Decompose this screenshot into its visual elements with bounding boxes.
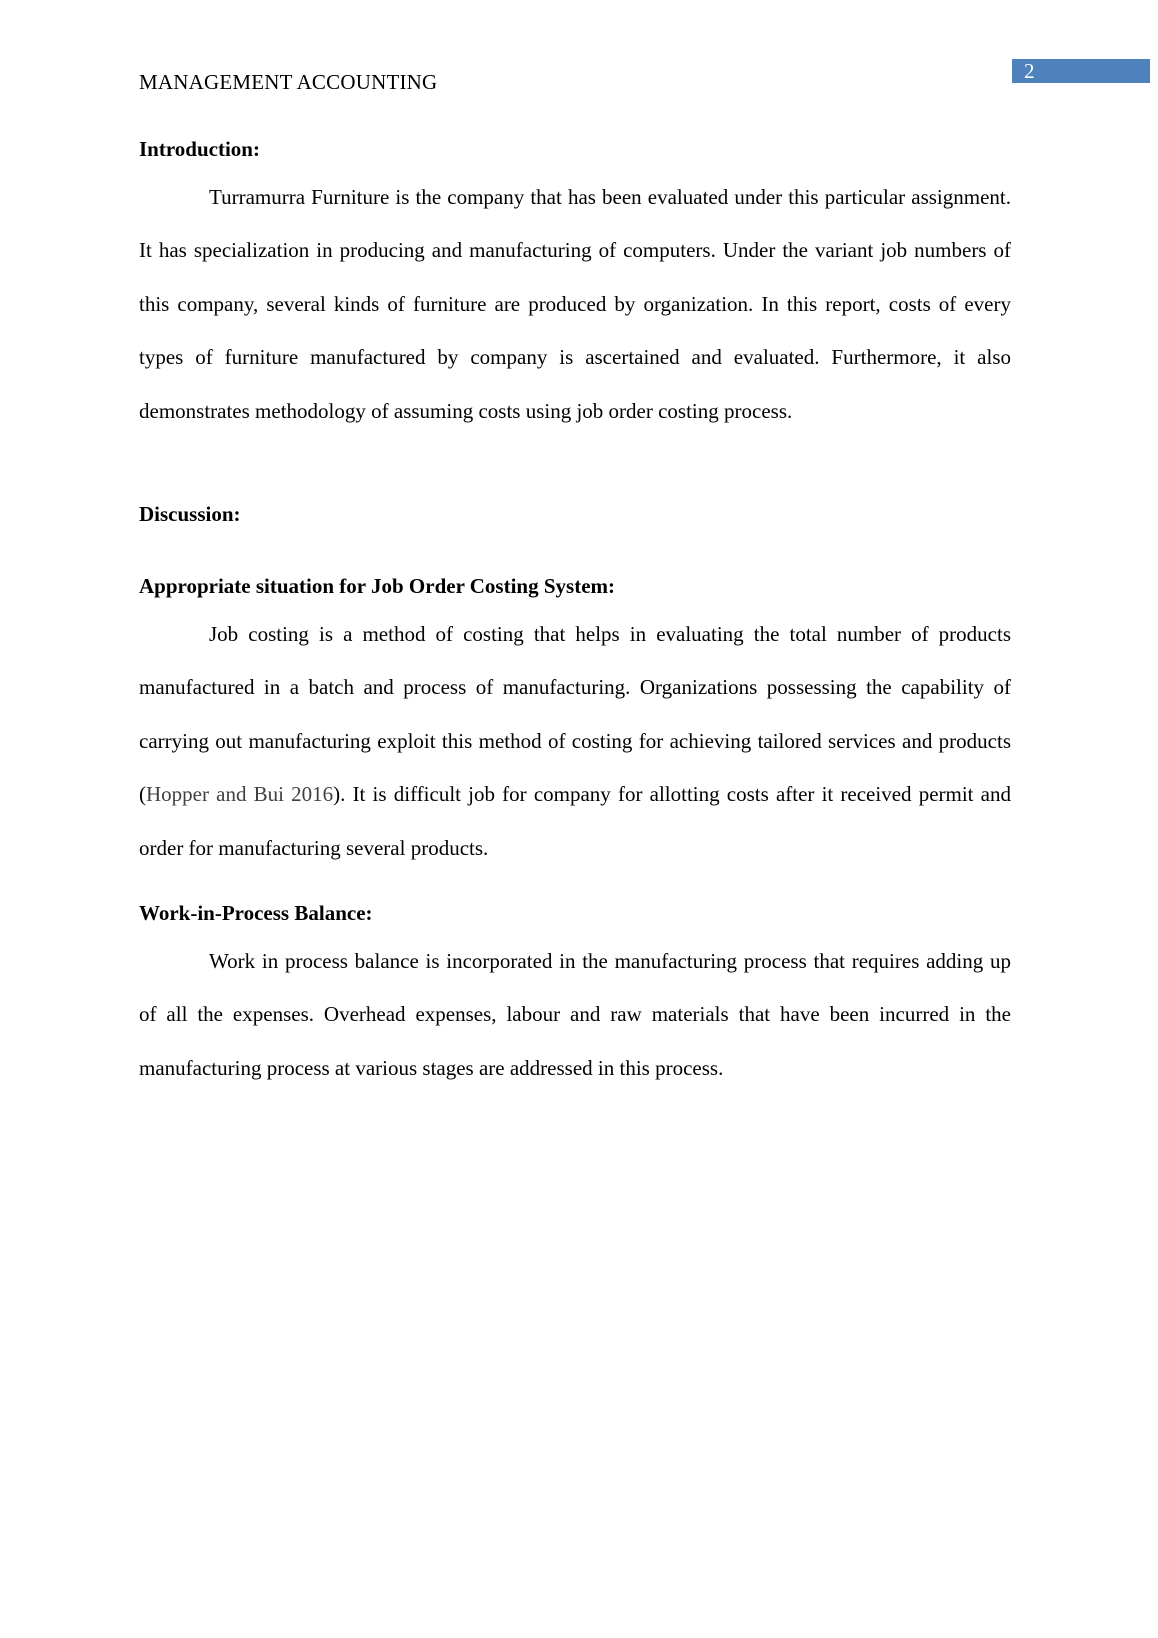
introduction-paragraph: Turramurra Furniture is the company that has been evaluated under this particular assignment. It has specialization in producing and manufacturing of computers. Under the variant job numbers of this company, several kinds of furniture are produced by organization. In this report, costs of every types of furniture manufactured by company is ascertained and evaluated. Furthermore, it also demonstrates methodology of assuming costs using job order costing process. bbox=[139, 185, 1011, 423]
appropriate-situation-heading: Appropriate situation for Job Order Costing System: bbox=[139, 574, 616, 599]
work-in-process-heading: Work-in-Process Balance: bbox=[139, 901, 373, 926]
page-number-badge bbox=[1012, 59, 1150, 83]
work-in-process-paragraph: Work in process balance is incorporated in the manufacturing process that requires adding up of all the expenses. Overhead expenses, labour and raw materials that have been incurred in the manufacturing process at various stages are addressed in this process. bbox=[139, 949, 1011, 1080]
document-body bbox=[139, 133, 1011, 1095]
introduction-heading: Introduction: bbox=[139, 137, 260, 161]
paragraph-text-after-citation: ). It is difficult job for company for allotting costs after it received permit and order for manufacturing several products. bbox=[139, 782, 1011, 860]
discussion-heading: Discussion: bbox=[139, 502, 241, 527]
page-number: 2 bbox=[1024, 59, 1035, 83]
running-header-title: MANAGEMENT ACCOUNTING bbox=[139, 70, 438, 94]
citation: Hopper and Bui 2016 bbox=[146, 782, 334, 807]
appropriate-situation-paragraph bbox=[139, 608, 1011, 875]
paragraph-text-before-citation: Job costing is a method of costing that helps in evaluating the total number of products manufactured in a batch and process of manufacturing. Organizations possessing the capability of carrying out manufacturing exploit this method of costing for achieving tailored services and products ( bbox=[139, 622, 1011, 807]
